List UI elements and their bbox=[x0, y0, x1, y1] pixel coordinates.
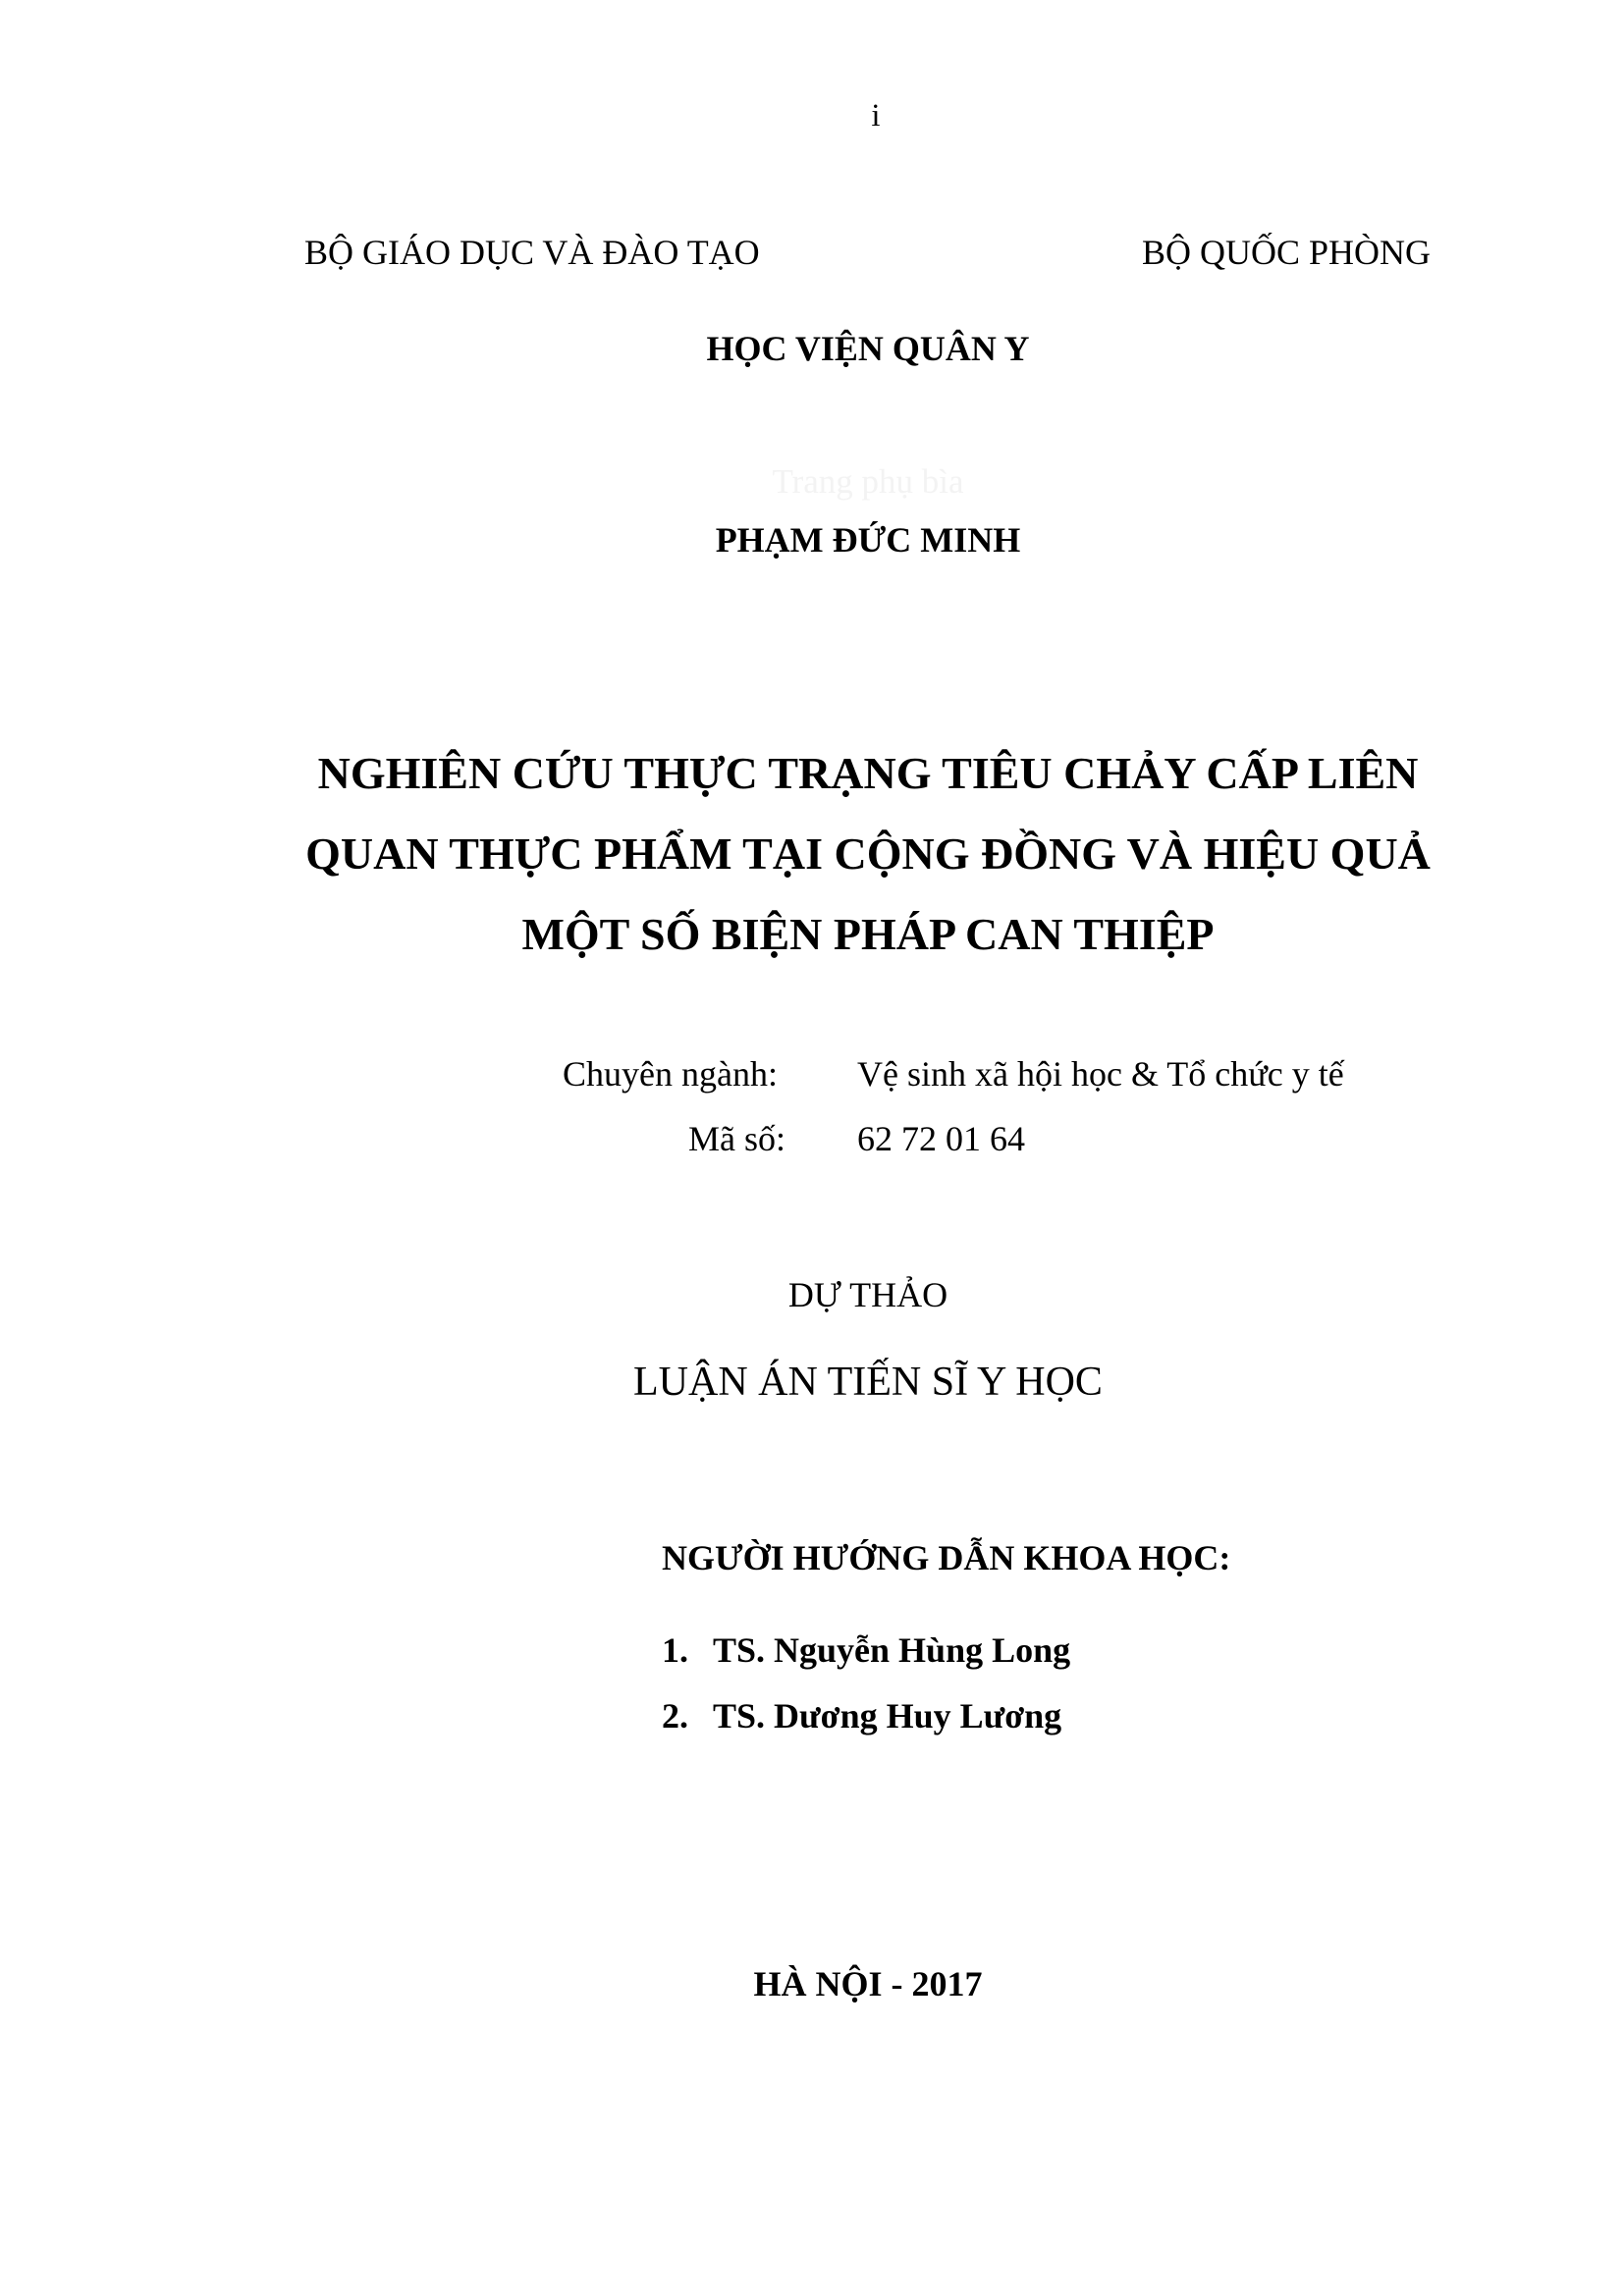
draft-label: DỰ THẢO bbox=[787, 1275, 948, 1314]
place-and-year: HÀ NỘI - 2017 bbox=[753, 1964, 983, 2003]
ministry-of-defense: BỘ QUỐC PHÒNG bbox=[1142, 233, 1432, 272]
advisor-number: 1. bbox=[662, 1630, 688, 1670]
advisor-item bbox=[662, 1629, 1070, 1671]
page-number: i bbox=[871, 98, 881, 133]
author-name: PHẠM ĐỨC MINH bbox=[715, 520, 1021, 560]
thesis-title bbox=[245, 733, 1490, 975]
degree-title: LUẬN ÁN TIẾN SĨ Y HỌC bbox=[633, 1360, 1103, 1405]
institution-name: HỌC VIỆN QUÂN Y bbox=[706, 329, 1030, 368]
advisor-name: TS. Dương Huy Lương bbox=[713, 1696, 1062, 1735]
specialty-value: Vệ sinh xã hội học & Tổ chức y tế bbox=[857, 1054, 1344, 1094]
advisor-name: TS. Nguyễn Hùng Long bbox=[713, 1630, 1071, 1670]
advisors-heading: NGƯỜI HƯỚNG DẪN KHOA HỌC: bbox=[662, 1538, 1231, 1577]
thesis-title-line-3: MỘT SỐ BIỆN PHÁP CAN THIỆP bbox=[521, 909, 1215, 959]
ministry-of-education: BỘ GIÁO DỤC VÀ ĐÀO TẠO bbox=[304, 233, 760, 272]
thesis-title-line-2: QUAN THỰC PHẨM TẠI CỘNG ĐỒNG VÀ HIỆU QUẢ bbox=[305, 828, 1431, 879]
advisor-number: 2. bbox=[662, 1696, 688, 1735]
code-value: 62 72 01 64 bbox=[857, 1119, 1025, 1158]
code-label: Mã số: bbox=[688, 1119, 785, 1158]
advisor-item bbox=[662, 1695, 1061, 1736]
thesis-title-line-1: NGHIÊN CỨU THỰC TRẠNG TIÊU CHẢY CẤP LIÊN bbox=[317, 748, 1419, 798]
specialty-label: Chuyên ngành: bbox=[563, 1054, 778, 1094]
watermark-text: Trang phụ bìa bbox=[772, 462, 964, 501]
